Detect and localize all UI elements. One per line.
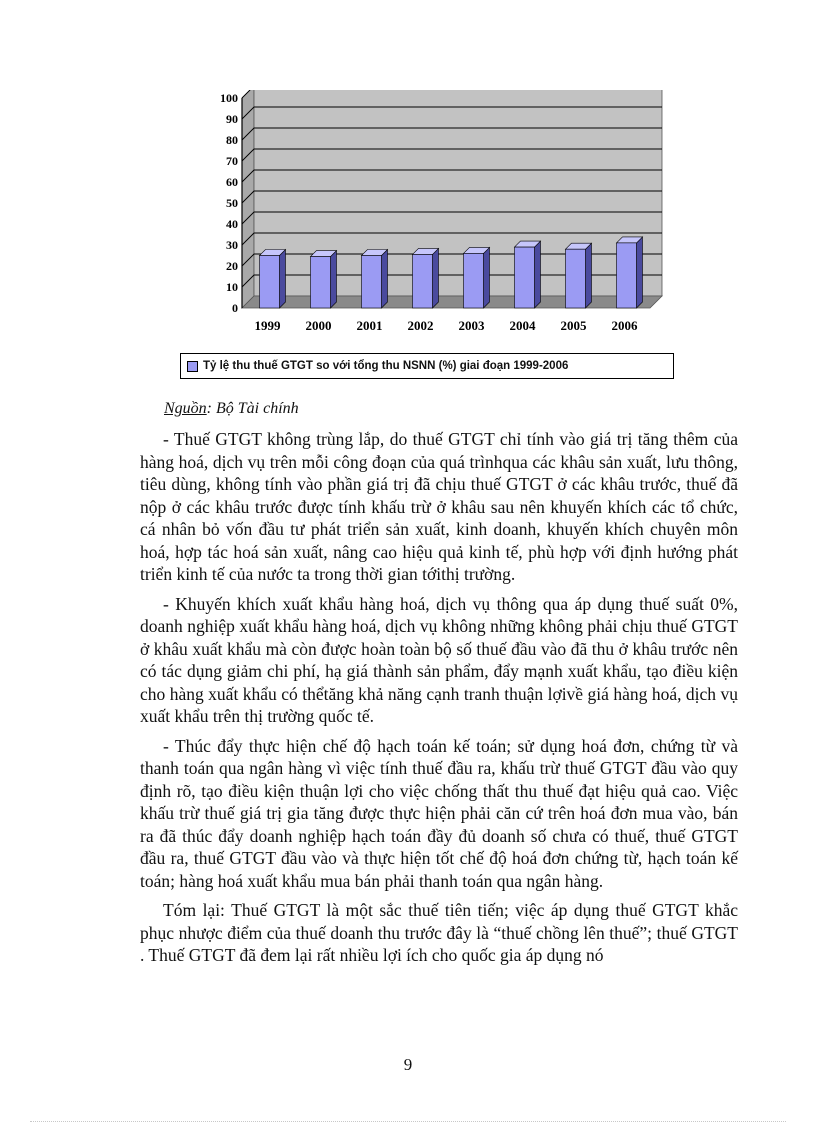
bar-side-face xyxy=(433,248,439,308)
bar-side-face xyxy=(535,241,541,308)
bar-2003 xyxy=(464,247,490,308)
paragraph-3: - Thúc đẩy thực hiện chế độ hạch toán kế toán; sử dụng hoá đơn, chứng từ và thanh toán qua ngân hàng vì việc tính thuế đầu ra, khấu trừ thuế GTGT đầu vào quy định rõ, tạo điều kiện thuận lợi cho việc chống thất thu thuế đạt hiệu quả cao. Việc khấu trừ thuế giá trị gia tăng được thực hiện phải căn cứ trên hoá đơn mua vào, bán ra đã thúc đẩy doanh nghiệp hạch toán đầy đủ doanh số chưa có thuế, thuế GTGT đầu ra, thuế GTGT đầu vào và thực hiện tốt chế độ hoá đơn chứng từ, hạch toán kế toán; hàng hoá xuất khẩu mua bán phải thanh toán qua ngân hàng. xyxy=(140,735,738,891)
y-tick-label: 90 xyxy=(226,112,238,126)
bar-side-face xyxy=(586,243,592,308)
bar-2002 xyxy=(413,248,439,308)
page-number: 9 xyxy=(403,1055,413,1074)
footer-rule xyxy=(30,1121,786,1122)
chart-side-wall xyxy=(242,90,254,308)
y-tick-label: 60 xyxy=(226,175,238,189)
bar-2004 xyxy=(515,241,541,308)
legend-swatch xyxy=(187,361,198,372)
legend-label: Tỷ lệ thu thuế GTGT so với tổng thu NSNN (%) giai đoạn 1999-2006 xyxy=(203,360,569,372)
bar-front-face xyxy=(617,243,637,308)
bar-2000 xyxy=(311,251,337,308)
chart-legend xyxy=(180,353,674,379)
bar-front-face xyxy=(362,256,382,309)
paragraph-1: - Thuế GTGT không trùng lắp, do thuế GTGT chỉ tính vào giá trị tăng thêm của hàng hoá, dịch vụ trên mỗi công đoạn của quá trìnhqua các khâu sản xuất, lưu thông, tiêu dùng, không tính vào phần giá trị đã chịu thuế GTGT ở các khâu trước, thuế đã nộp ở các khâu trước được tính khấu trừ ở khâu sau nên khuyến khích các tổ chức, cá nhân bỏ vốn đầu tư phát triển sản xuất, kinh doanh, khuyến khích chuyên môn hoá, hợp tác hoá sản xuất, nâng cao hiệu quả kinh tế, phù hợp với định hướng phát triển kinh tế của nước ta trong thời gian tớithị trường. xyxy=(140,429,738,584)
x-tick-label: 2003 xyxy=(458,318,485,333)
chart-y-tick-labels xyxy=(220,91,238,315)
bar-side-face xyxy=(382,250,388,309)
y-tick-label: 70 xyxy=(226,154,238,168)
x-tick-label: 2004 xyxy=(509,318,536,333)
bar-side-face xyxy=(331,251,337,308)
bar-front-face xyxy=(464,253,484,308)
y-tick-label: 50 xyxy=(226,196,238,210)
x-tick-label: 2002 xyxy=(407,318,434,333)
y-tick-label: 10 xyxy=(226,280,238,294)
bar-2006 xyxy=(617,237,643,308)
source-label: Nguồn xyxy=(164,400,207,417)
x-tick-label: 2006 xyxy=(611,318,638,333)
bar-front-face xyxy=(515,247,535,308)
y-tick-label: 80 xyxy=(226,133,238,147)
bar-2005 xyxy=(566,243,592,308)
paragraph-2: - Khuyến khích xuất khẩu hàng hoá, dịch vụ thông qua áp dụng thuế suất 0%, doanh nghiệp xuất khẩu hàng hoá, dịch vụ không những không phải chịu thuế GTGT ở khâu xuất khẩu mà còn được hoàn toàn bộ số thuế đầu vào đã thu ở khâu trước nên có tác dụng giảm chi phí, hạ giá thành sản phẩm, đẩy mạnh xuất khẩu, tạo điều kiện cho hàng xuất khẩu có thểtăng khả năng cạnh tranh thuận lợivề giá hàng hoá, dịch vụ xuất khẩu trên thị trường quốc tế. xyxy=(140,593,738,726)
y-tick-label: 0 xyxy=(232,301,238,315)
x-tick-label: 2000 xyxy=(305,318,332,333)
y-tick-label: 40 xyxy=(226,217,238,231)
source-text: : Bộ Tài chính xyxy=(206,400,299,417)
bar-1999 xyxy=(260,250,286,309)
bar-front-face xyxy=(566,249,586,308)
y-tick-label: 20 xyxy=(226,259,238,273)
x-tick-label: 2005 xyxy=(560,318,587,333)
paragraph-4: Tóm lại: Thuế GTGT là một sắc thuế tiên tiến; việc áp dụng thuế GTGT khắc phục nhược điểm của thuế doanh thu trước đây là “thuế chồng lên thuế”; thuế GTGT . Thuế GTGT đã đem lại rất nhiều lợi ích cho quốc gia áp dụng nó xyxy=(140,900,738,965)
chart-floor xyxy=(242,296,662,308)
x-tick-label: 1999 xyxy=(254,318,281,333)
bar-front-face xyxy=(413,254,433,308)
body-text xyxy=(140,428,738,974)
bar-front-face xyxy=(260,256,280,309)
x-tick-label: 2001 xyxy=(356,318,383,333)
bar-2001 xyxy=(362,250,388,309)
bar-side-face xyxy=(280,250,286,309)
y-tick-label: 100 xyxy=(220,91,238,105)
source-note xyxy=(164,400,299,418)
bar-side-face xyxy=(637,237,643,308)
bar-side-face xyxy=(484,247,490,308)
vat-ratio-bar-chart xyxy=(200,90,670,340)
y-tick-label: 30 xyxy=(226,238,238,252)
bar-front-face xyxy=(311,257,331,308)
chart-x-tick-labels xyxy=(255,318,639,333)
